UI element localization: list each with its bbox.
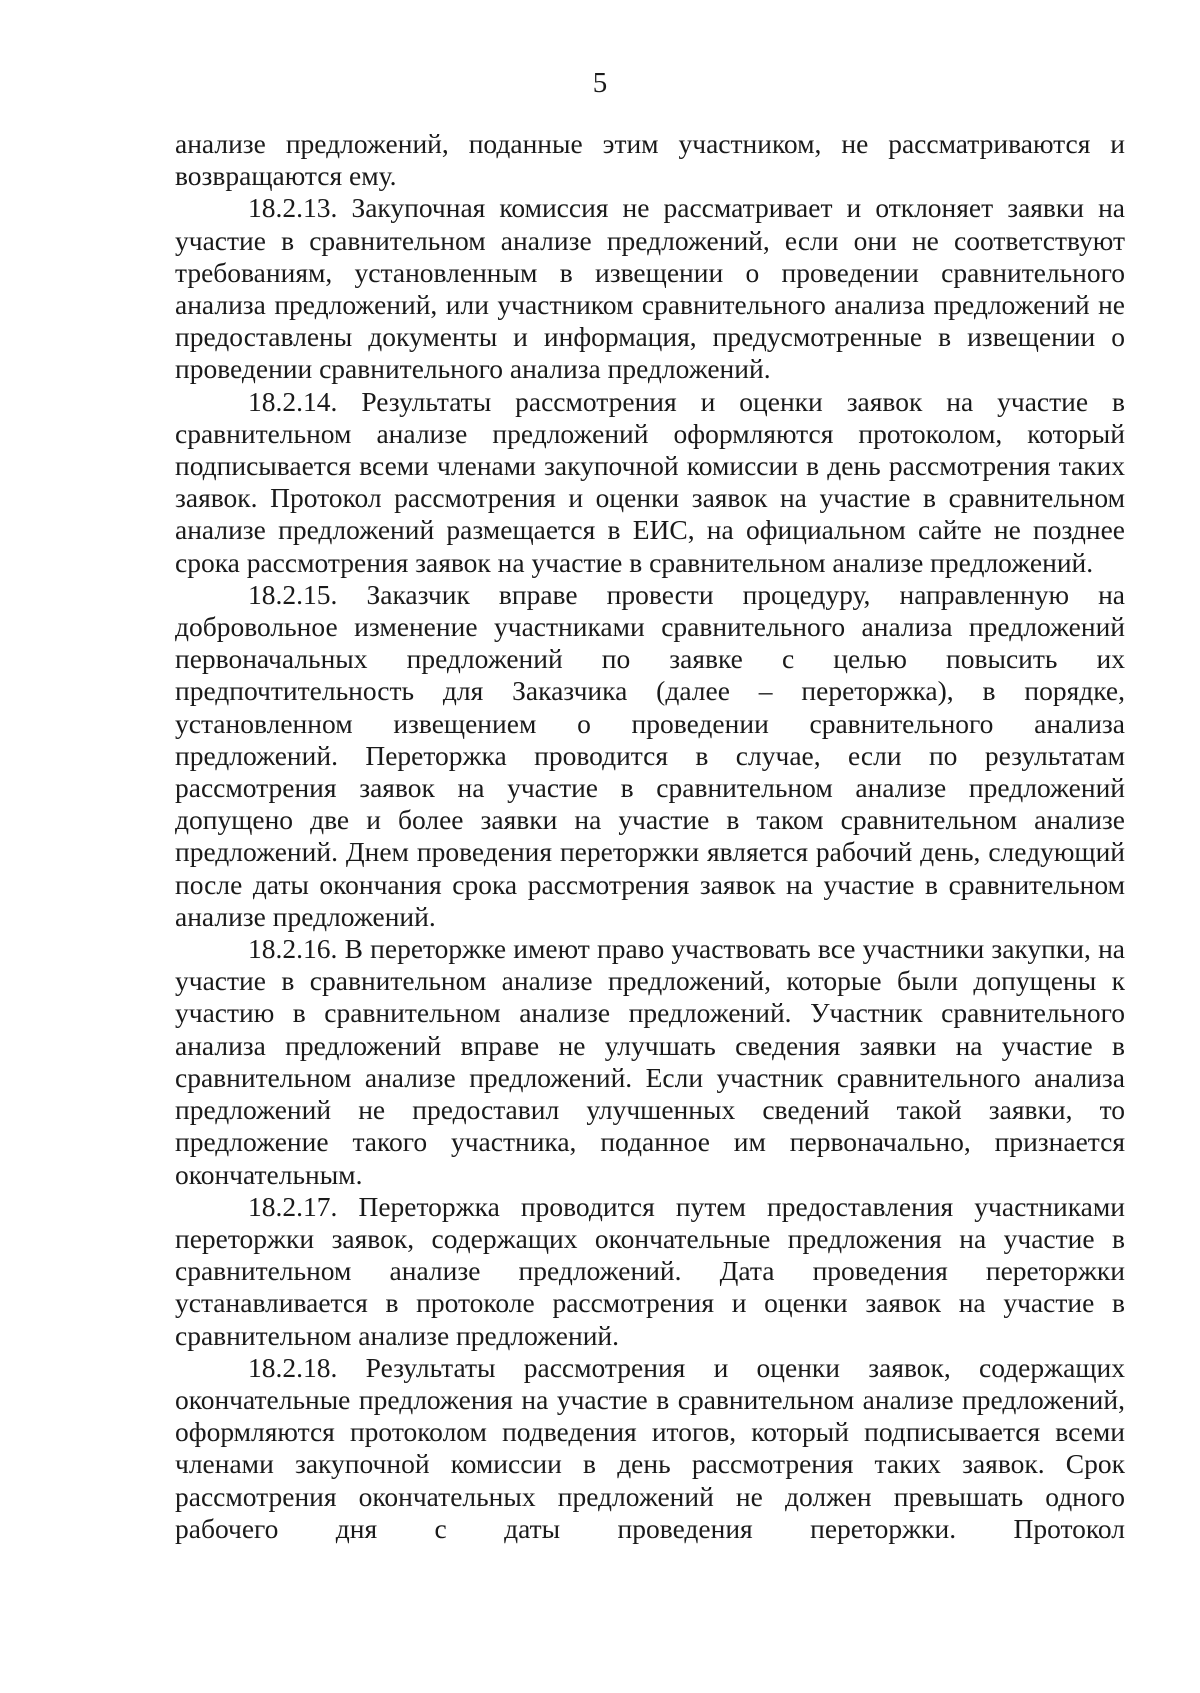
paragraph-18-2-18: 18.2.18. Результаты рассмотрения и оценки заявок, содержащих окончательные предложения на участие в сравнительном анализе предложений, оформляются протоколом подведения итогов, который подписывается всеми членами закупочной комиссии в день рассмотрения таких заявок. Срок рассмотрения окончательных предложений не должен превышать одного рабочего дня с даты проведения переторжки. Протокол [175, 1351, 1125, 1544]
document-body [175, 128, 1125, 1545]
paragraph-18-2-16: 18.2.16. В переторжке имеют право участвовать все участники закупки, на участие в сравнительном анализе предложений, которые были допущены к участию в сравнительном анализе предложений. Участник сравнительного анализа предложений вправе не улучшать сведения заявки на участие в сравнительном анализе предложений. Если участник сравнительного анализа предложений не предоставил улучшенных сведений такой заявки, то предложение такого участника, поданное им первоначально, признается окончательным. [175, 933, 1125, 1190]
paragraph-continuation: анализе предложений, поданные этим участником, не рассматриваются и возвращаются ему. [175, 128, 1125, 192]
paragraph-18-2-15: 18.2.15. Заказчик вправе провести процедуру, направленную на добровольное изменение участниками сравнительного анализа предложений первоначальных предложений по заявке с целью повысить их предпочтительность для Заказчика (далее – переторжка), в порядке, установленном извещением о проведении сравнительного анализа предложений. Переторжка проводится в случае, если по результатам рассмотрения заявок на участие в сравнительном анализе предложений допущено две и более заявки на участие в таком сравнительном анализе предложений. Днем проведения переторжки является рабочий день, следующий после даты окончания срока рассмотрения заявок на участие в сравнительном анализе предложений. [175, 578, 1125, 932]
paragraph-18-2-14: 18.2.14. Результаты рассмотрения и оценки заявок на участие в сравнительном анализе предложений оформляются протоколом, который подписывается всеми членами закупочной комиссии в день рассмотрения таких заявок. Протокол рассмотрения и оценки заявок на участие в сравнительном анализе предложений размещается в ЕИС, на официальном сайте не позднее срока рассмотрения заявок на участие в сравнительном анализе предложений. [175, 385, 1125, 578]
page-number: 5 [592, 67, 608, 99]
paragraph-18-2-17: 18.2.17. Переторжка проводится путем предоставления участниками переторжки заявок, содержащих окончательные предложения на участие в сравнительном анализе предложений. Дата проведения переторжки устанавливается в протоколе рассмотрения и оценки заявок на участие в сравнительном анализе предложений. [175, 1190, 1125, 1351]
paragraph-18-2-13: 18.2.13. Закупочная комиссия не рассматривает и отклоняет заявки на участие в сравнительном анализе предложений, если они не соответствуют требованиям, установленным в извещении о проведении сравнительного анализа предложений, или участником сравнительного анализа предложений не предоставлены документы и информация, предусмотренные в извещении о проведении сравнительного анализа предложений. [175, 192, 1125, 385]
